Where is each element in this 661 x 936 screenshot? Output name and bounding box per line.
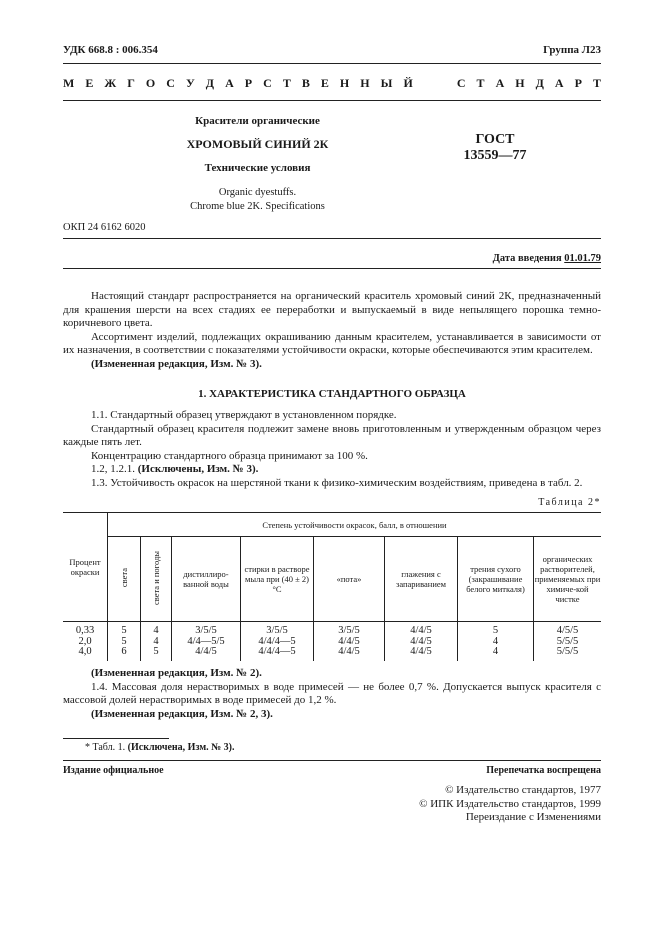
banner-letter: Р — [244, 76, 253, 90]
banner-letter: С — [263, 76, 272, 90]
banner-letter: В — [301, 76, 310, 90]
okp-code: ОКП 24 6162 6020 — [63, 222, 146, 233]
banner-letter: А — [554, 76, 564, 90]
banner-letter: Е — [85, 76, 94, 90]
table-cell: 4 — [458, 637, 534, 648]
clause-1-4: 1.4. Массовая доля нерастворимых в воде примесей — не более 0,7 %. Допускается выпуск красителя с массовой долей нерастворимых в воде примесей до 1,2 %. — [63, 680, 601, 706]
table-cell: 4/4/4—5 — [241, 647, 314, 661]
section-1-text — [63, 409, 601, 490]
gost-code: 13559—77 — [463, 148, 527, 163]
table-caption: Таблица 2* — [538, 497, 601, 508]
reprint-prohibited: Перепечатка воспрещена — [486, 765, 601, 776]
footnote-ref: * Табл. 1. — [85, 742, 128, 753]
intro-paragraph-1: Настоящий стандарт распространяется на органический краситель хромовый синий 2К, предназначенный для крашения шерсти на всех стадиях ее переработки и выпускаемый в виде непылящего порошка темно-коричневого цвета. — [63, 290, 601, 329]
title-subtitle: Технические условия — [204, 162, 311, 174]
official-edition: Издание официальное — [63, 765, 164, 776]
col-ironing: глажения с запариванием — [385, 537, 458, 622]
banner-letter: Т — [476, 76, 485, 90]
banner-letter: С — [166, 76, 175, 90]
table-cell: 4/4/5 — [314, 637, 385, 648]
banner-letter: Р — [574, 76, 582, 90]
table-cell: 2,0 — [78, 635, 92, 647]
after-table-text — [63, 667, 601, 721]
table-cell: 4 — [458, 647, 534, 661]
header-rule-top — [63, 63, 601, 64]
intro-amendment: (Измененная редакция, Изм. № 3). — [91, 357, 262, 370]
table-cell: 4 — [141, 637, 172, 648]
copyright-1977: © Издательство стандартов, 1977 — [445, 784, 601, 796]
gost-label: ГОСТ — [475, 132, 515, 147]
banner-letter: Н — [339, 76, 350, 90]
table-cell: 5 — [108, 637, 141, 648]
date-rule — [63, 268, 601, 269]
table-cell: 0,33 — [75, 625, 95, 636]
title-category: Красители органические — [195, 115, 320, 127]
table-row — [63, 637, 601, 648]
col-light: света — [108, 537, 141, 622]
udk-code: УДК 668.8 : 006.354 — [63, 44, 158, 56]
table-cell: 4/4/5 — [314, 647, 385, 661]
banner-letter: О — [145, 76, 156, 90]
col-distilled-water: дистиллиро-ванной воды — [172, 537, 241, 622]
title-english — [130, 186, 385, 214]
clause-1-1-replacement: Стандартный образец красителя подлежит замене вновь приготовленным и утвержденным образцом через каждые пять лет. — [63, 422, 601, 448]
table-cell: 4/4/4—5 — [241, 637, 314, 648]
banner-letter: А — [495, 76, 505, 90]
banner-letter: Й — [403, 76, 413, 90]
banner-letter: С — [456, 76, 466, 90]
effective-date-label: Дата введения — [492, 253, 565, 264]
reissue-note: Переиздание с Изменениями — [465, 811, 601, 823]
table-cell: 3/5/5 — [314, 622, 385, 637]
table-cell: 4/4/5 — [385, 622, 458, 637]
banner-letter: Н — [515, 76, 525, 90]
banner-letter: Д — [205, 76, 215, 90]
col-light-weather: света и погоды — [141, 537, 172, 622]
banner-letter: Ы — [380, 76, 393, 90]
amendment-2: (Измененная редакция, Изм. № 2). — [91, 667, 262, 679]
amendment-2-3: (Измененная редакция, Изм. № 2, 3). — [91, 707, 273, 720]
group-code: Группа Л23 — [543, 44, 601, 56]
banner-letter: Т — [282, 76, 291, 90]
banner-letter: Ж — [104, 76, 117, 90]
copyright-block — [419, 784, 601, 825]
table-cell: 4,0 — [78, 646, 92, 657]
banner-letter: Е — [320, 76, 329, 90]
gost-number — [445, 132, 545, 164]
table-cell: 4/4—5/5 — [172, 637, 241, 648]
table-cell: 5 — [458, 622, 534, 637]
table-cell: 4 — [141, 622, 172, 637]
effective-date-value: 01.01.79 — [564, 253, 601, 264]
table-cell: 4/4/5 — [385, 637, 458, 648]
footnote-excluded: (Исключена, Изм. № 3). — [127, 742, 235, 753]
clause-1-2 — [63, 463, 601, 477]
banner-letter: У — [185, 76, 195, 90]
table-row — [63, 622, 601, 637]
banner-letter: М — [63, 76, 75, 90]
title-english-line2: Chrome blue 2K. Specifications — [190, 201, 325, 212]
clause-1-1-concentration: Концентрацию стандартного образца принимают за 100 %. — [91, 449, 368, 462]
title-product: ХРОМОВЫЙ СИНИЙ 2К — [186, 137, 329, 151]
banner-letter: Н — [360, 76, 370, 90]
col-dye-percent: Процент окраски — [63, 513, 108, 622]
col-dry-rubbing: трения сухого (закрашивание белого миткаля) — [458, 537, 534, 622]
table-cell: 4/5/5 — [534, 622, 602, 637]
title-english-line1: Organic dyestuffs. — [218, 187, 297, 198]
header-rule-bottom — [63, 100, 601, 101]
col-group-fastness: Степень устойчивости окрасок, балл, в отношении — [108, 513, 602, 537]
table-cell: 5 — [141, 647, 172, 661]
footer-rule — [63, 760, 601, 761]
clause-1-2-number: 1.2, 1.2.1. — [91, 463, 138, 475]
intro-text — [63, 290, 601, 371]
table-cell: 5 — [108, 622, 141, 637]
copyright-1999: © ИПК Издательство стандартов, 1999 — [419, 797, 601, 810]
effective-date — [493, 253, 601, 264]
footnote-rule — [63, 738, 169, 739]
interstate-standard-banner — [63, 76, 601, 91]
fastness-table — [63, 512, 601, 661]
okp-rule — [63, 238, 601, 239]
banner-letter: А — [225, 76, 234, 90]
footnote — [85, 742, 235, 753]
col-sweat: «пота» — [314, 537, 385, 622]
clause-1-2-excluded: (Исключены, Изм. № 3). — [137, 463, 259, 475]
table-cell: 5/5/5 — [534, 647, 602, 661]
table-row — [63, 647, 601, 661]
table-cell: 5/5/5 — [534, 637, 602, 648]
banner-letter: Д — [535, 76, 544, 90]
clause-1-3: 1.3. Устойчивость окрасок на шерстяной ткани к физико-химическим воздействиям, приведена в табл. 2. — [91, 476, 583, 489]
col-organic-solvents: органических растворителей, применяемых при химиче-кой чистке — [534, 537, 602, 622]
intro-paragraph-2: Ассортимент изделий, подлежащих окрашиванию данным красителем, устанавливается в зависимости от их назначения, в соответствии с показателями устойчивости окраски, которые обеспечиваются этим красителем. — [63, 330, 601, 356]
section-1-title: 1. ХАРАКТЕРИСТИКА СТАНДАРТНОГО ОБРАЗЦА — [198, 388, 466, 400]
col-soap-washing: стирки в растворе мыла при (40 ± 2) °С — [241, 537, 314, 622]
clause-1-1: 1.1. Стандартный образец утверждают в установленном порядке. — [91, 409, 397, 421]
table-cell: 3/5/5 — [172, 622, 241, 637]
table-cell: 4/4/5 — [385, 647, 458, 661]
table-cell: 3/5/5 — [241, 622, 314, 637]
banner-letter: Г — [127, 76, 135, 90]
banner-letter: Т — [592, 76, 601, 90]
table-cell: 6 — [108, 647, 141, 661]
table-cell: 4/4/5 — [172, 647, 241, 661]
